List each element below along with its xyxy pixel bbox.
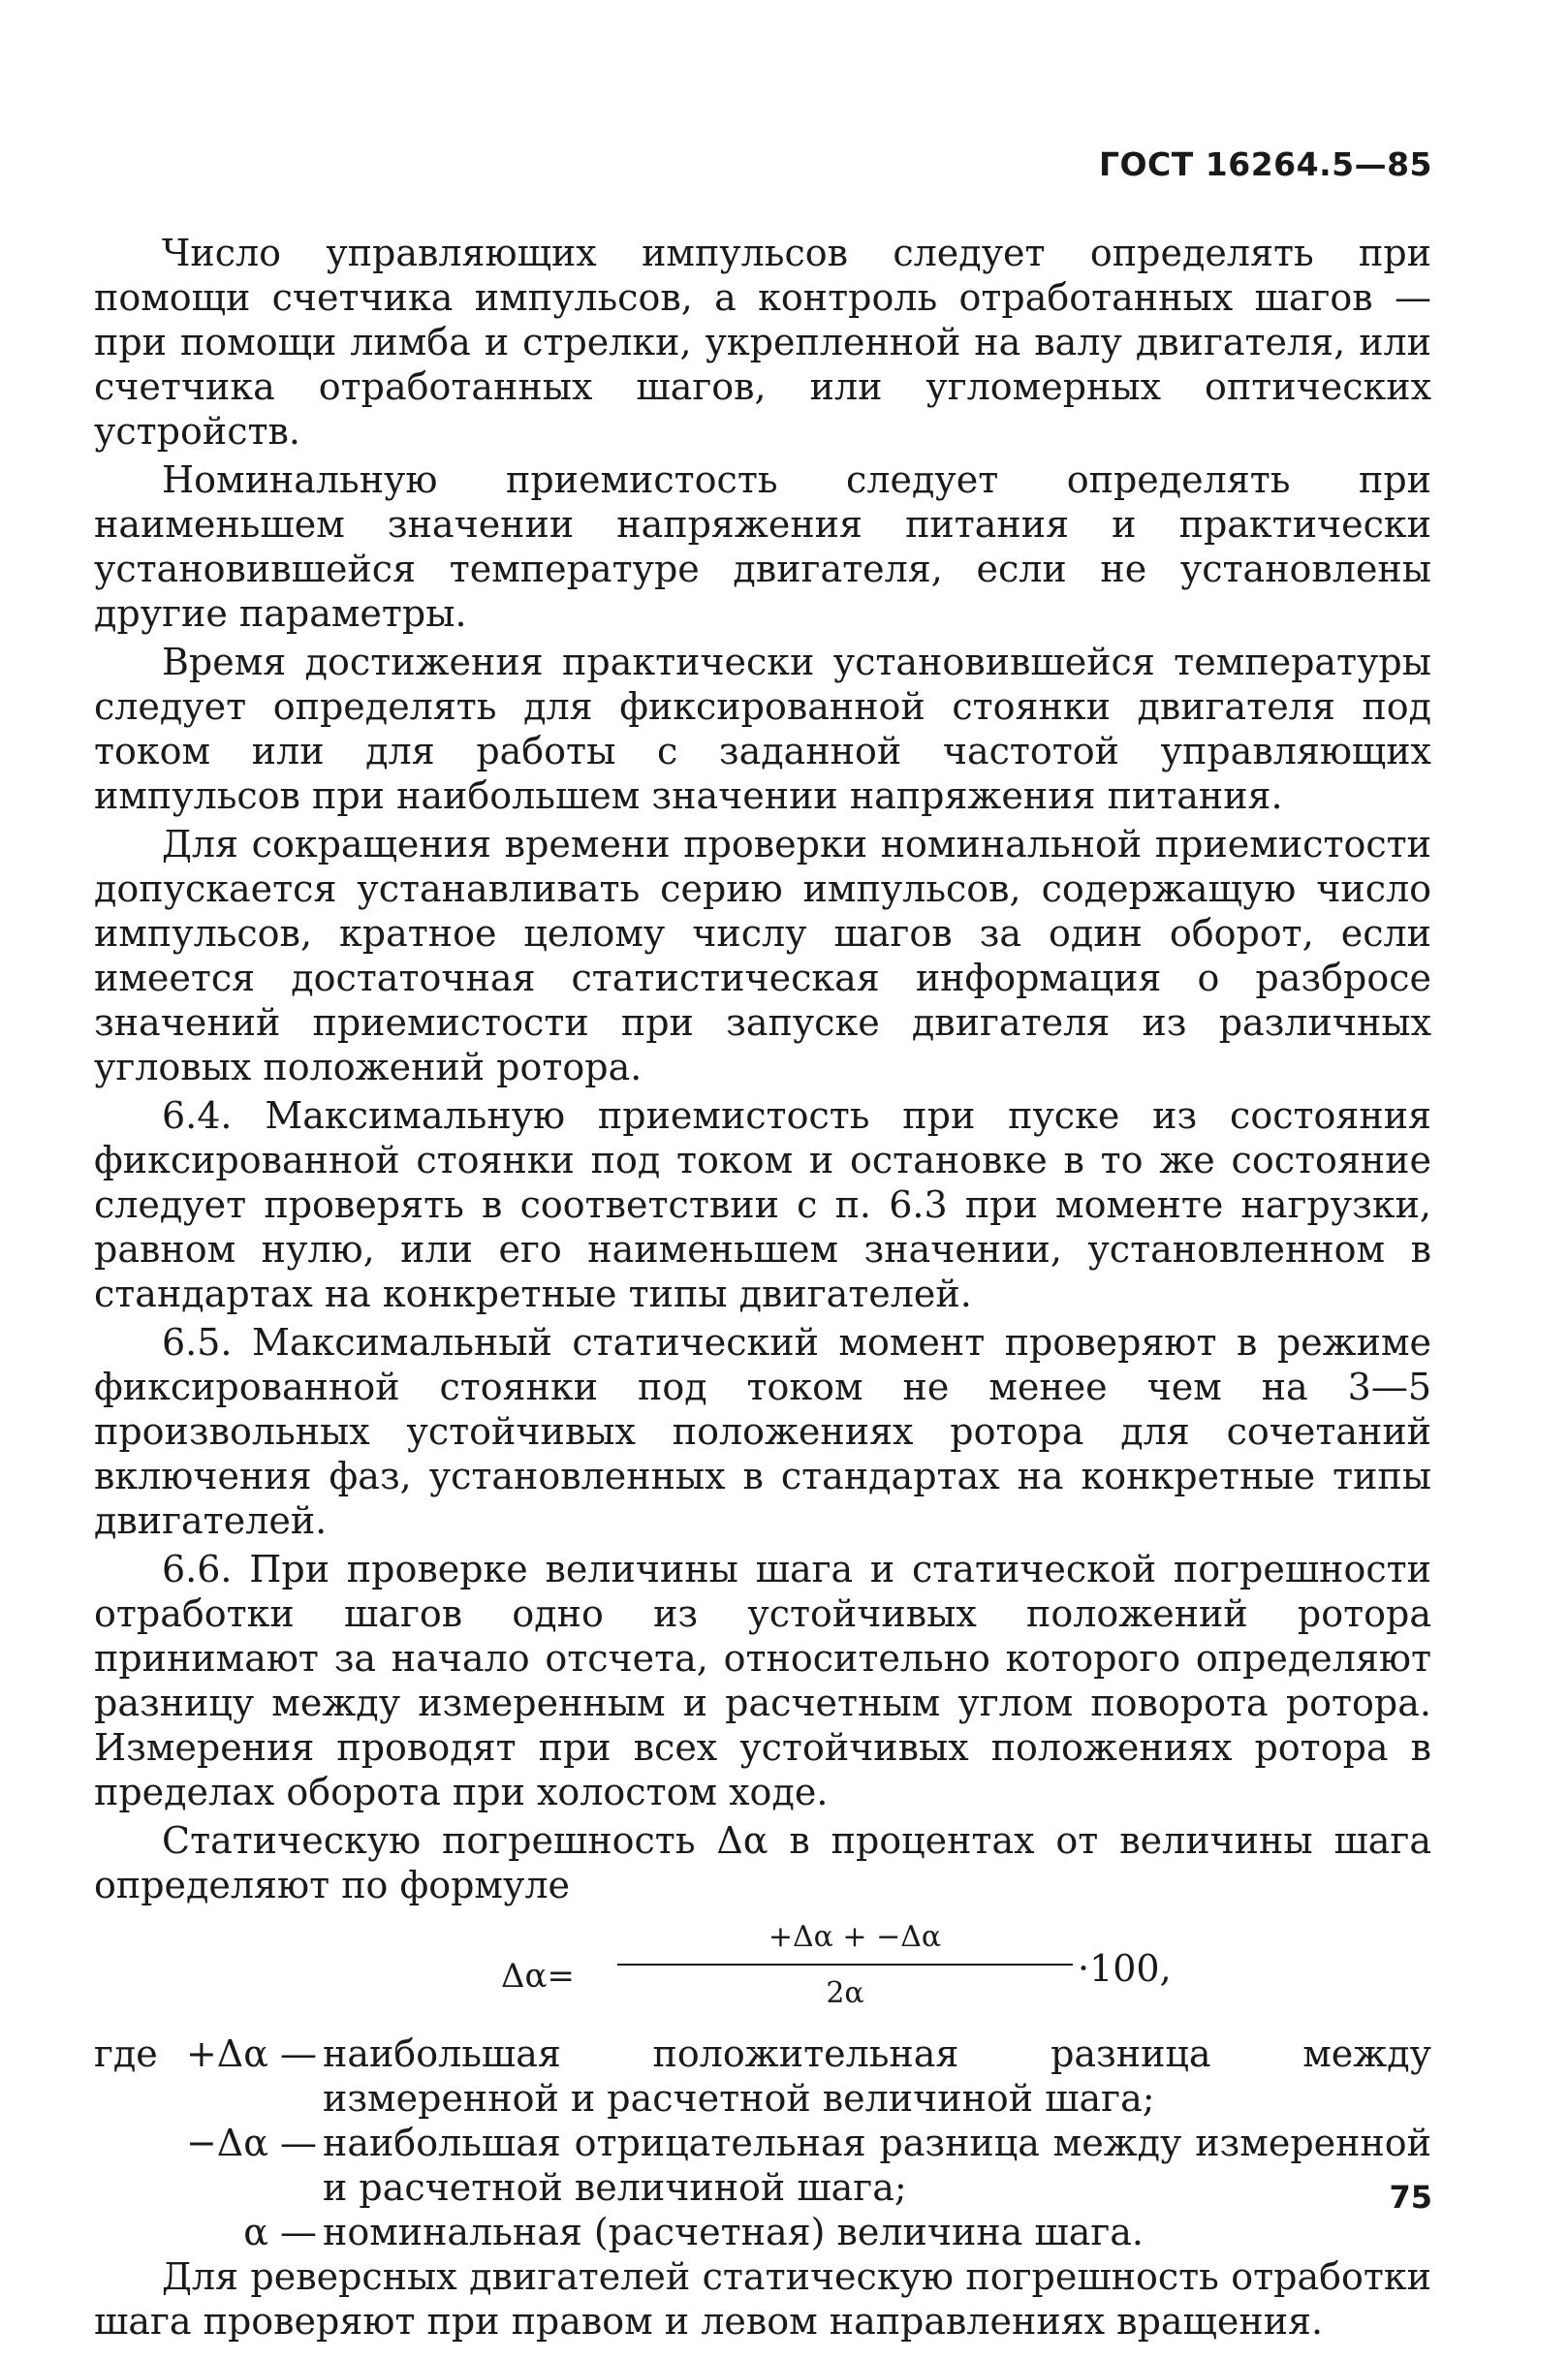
paragraph: Для сокращения времени проверки номинальной приемистости допускается устанавливать серию импульсов, содержащую число импульсов, кратное целому числу шагов за один оборот, если имеется достаточная статистическая информация о разбросе значений приемистости при запуске двигателя из различных угловых положений ротора. [94, 823, 1431, 1088]
legend-symbol: α — [243, 2211, 317, 2253]
fraction-bar [617, 1964, 1073, 1966]
paragraph: Номинальную приемистость следует определять при наименьшем значении напряжения питания и практически установившейся температуре двигателя, если не установлены другие параметры. [94, 458, 1431, 635]
formula-rhs: ·100, [1078, 1947, 1172, 1990]
legend-description: наибольшая отрицательная разница между измеренной и расчетной величиной шага; [323, 2122, 1431, 2209]
paragraph-closing: Для реверсных двигателей статическую погрешность отработки шага проверяют при правом и левом направлениях вращения. [94, 2255, 1431, 2343]
document-body [94, 231, 1431, 2347]
legend-symbol: +Δα — [185, 2032, 317, 2075]
legend-item [94, 2031, 1431, 2121]
legend-description: номинальная (расчетная) величина шага. [323, 2211, 1145, 2253]
legend-item [94, 2210, 1431, 2254]
paragraph-section-6-6: 6.6. При проверке величины шага и статической погрешности отработки шагов одно из устойчивых положений ротора принимают за начало отсчета, относительно которого определяют разницу между измеренным и расчетным углом поворота ротора. Измерения проводят при всех устойчивых положениях ротора в пределах оборота при холостом ходе. [94, 1548, 1431, 1813]
paragraph-section-6-5: 6.5. Максимальный статический момент проверяют в режиме фиксированной стоянки под током не менее чем на 3—5 произвольных устойчивых положениях ротора для сочетаний включения фаз, установленных в стандартах на конкретные типы двигателей. [94, 1321, 1431, 1542]
static-error-formula [94, 1913, 1431, 2030]
formula-denominator: 2α [826, 1976, 864, 2010]
formula-numerator: +Δα + −Δα [768, 1920, 942, 1954]
paragraph-formula-intro: Статическую погрешность Δα в процентах от величины шага определяют по формуле [94, 1819, 1431, 1906]
page-number: 75 [1389, 2179, 1432, 2216]
formula-legend [94, 2031, 1431, 2254]
paragraph: Число управляющих импульсов следует определять при помощи счетчика импульсов, а контроль отработанных шагов — при помощи лимба и стрелки, укрепленной на валу двигателя, или счетчика отработанных шагов, или угломерных оптических устройств. [94, 232, 1431, 453]
standard-header: ГОСТ 16264.5—85 [1098, 145, 1432, 183]
legend-symbol: −Δα — [185, 2122, 317, 2164]
paragraph-section-6-4: 6.4. Максимальную приемистость при пуске из состояния фиксированной стоянки под током и остановке в то же состояние следует проверять в соответствии с п. 6.3 при моменте нагрузки, равном нулю, или его наименьшем значении, установленном в стандартах на конкретные типы двигателей. [94, 1094, 1431, 1315]
formula-lhs: Δα= [501, 1957, 576, 1996]
paragraph: Время достижения практически установившейся температуры следует определять для фиксированной стоянки двигателя под током или для работы с заданной частотой управляющих импульсов при наибольшем значении напряжения питания. [94, 641, 1431, 817]
legend-description: наибольшая положительная разница между измеренной и расчетной величиной шага; [323, 2032, 1431, 2120]
legend-prefix: где [94, 2032, 158, 2075]
legend-item [94, 2121, 1431, 2210]
